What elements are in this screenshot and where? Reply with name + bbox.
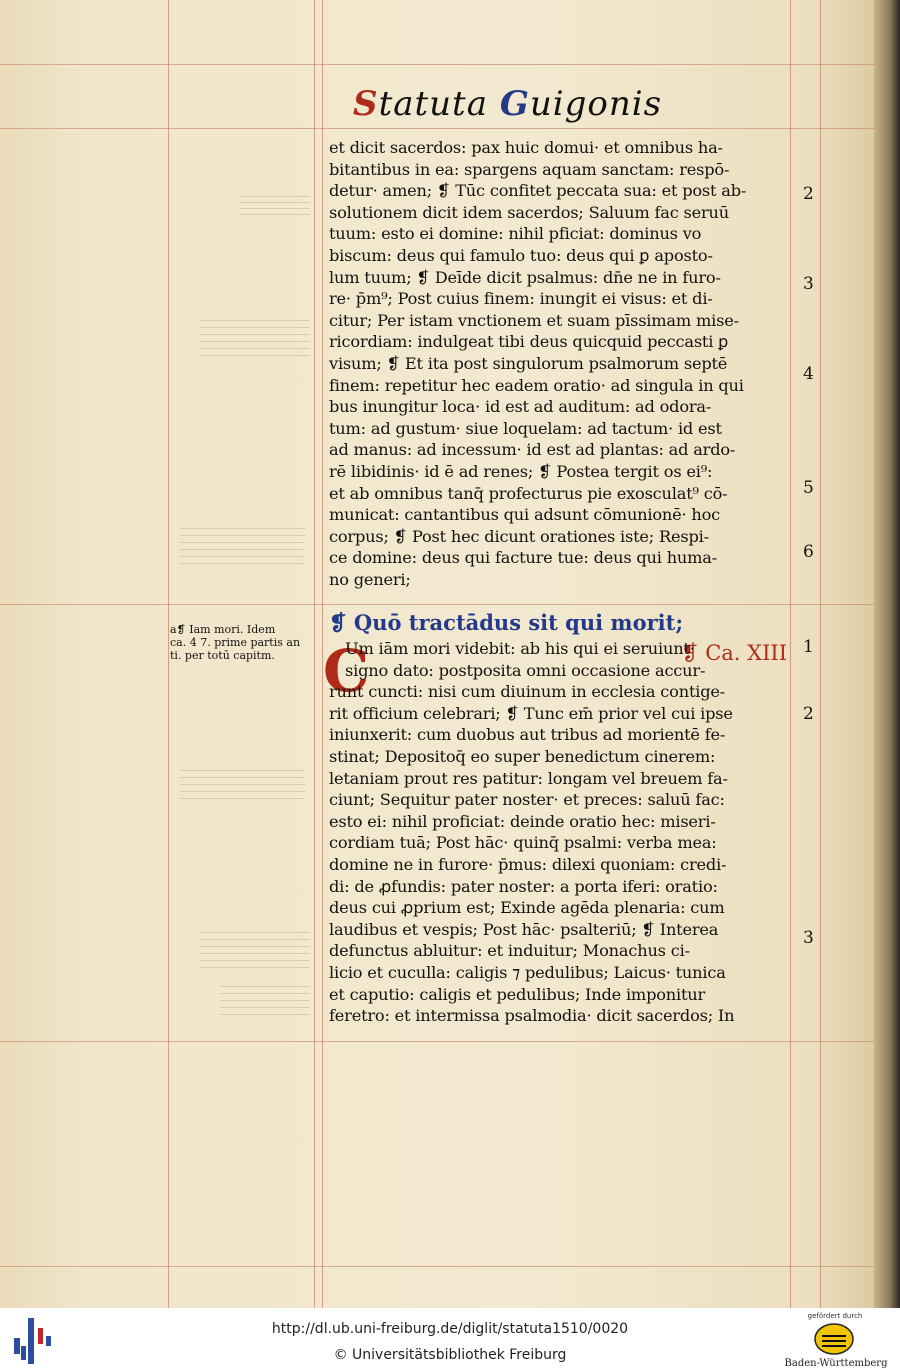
text-line: domine ne in furore· p̄mus: dilexi quoniam: credi- xyxy=(329,854,727,874)
text-line: solutionem dicit idem sacerdos; Saluum fac seruū xyxy=(329,202,729,222)
chapter-text xyxy=(329,638,787,1027)
rule-line xyxy=(0,64,884,65)
text-line: corpus; ❡ Post hec dicunt orationes iste; Respi- xyxy=(329,526,709,546)
rule-line xyxy=(0,604,884,605)
text-line: defunctus abluitur: et induitur; Monachus ci- xyxy=(329,941,690,961)
rule-line xyxy=(314,0,315,1308)
margin-note-line: ca. 4 7. prime partis an xyxy=(170,636,301,649)
page-edge xyxy=(874,0,900,1308)
rule-line xyxy=(168,0,169,1308)
text-line: ciunt; Sequitur pater noster· et preces: saluū fac: xyxy=(329,790,725,810)
bleed-through-mark xyxy=(200,320,310,360)
margin-number: 5 xyxy=(803,478,814,498)
text-line: biscum: deus qui famulo tuo: deus qui ꝑ aposto- xyxy=(329,245,713,265)
bleed-through-mark xyxy=(200,932,310,972)
sponsor-label: gefördert durch xyxy=(807,1312,863,1320)
text-line: feretro: et intermissa psalmodia· dicit sacerdos; In xyxy=(329,1006,735,1026)
rule-line xyxy=(0,128,884,129)
text-line: no generi; xyxy=(329,569,411,589)
state-crest-icon xyxy=(813,1322,855,1356)
text-line: iniunxerit: cum duobus aut tribus ad morientē fe- xyxy=(329,725,726,745)
text-line: tuum: esto ei domine: nihil pficiat: dominus vo xyxy=(329,224,702,244)
text-line: ricordiam: indulgeat tibi deus quicquid peccasti ꝑ xyxy=(329,332,729,352)
rule-line xyxy=(0,1041,884,1042)
text-line: municat: cantantibus qui adsunt cōmunionē· hoc xyxy=(329,505,721,525)
text-line: cordiam tuā; Post hāc· quinq̄ psalmi: verba mea: xyxy=(329,833,717,853)
text-line: lum tuum; ❡ Deīde dicit psalmus: dn̄e ne in furo- xyxy=(329,267,721,287)
text-line: laudibus et vespis; Post hāc· psalteriū; ❡ Interea xyxy=(329,919,719,939)
text-line: ad manus: ad incessum· id est ad plantas: ad ardo- xyxy=(329,440,736,460)
text-line: et ab omnibus tanq̄ profecturus pie exosculat⁹ cō- xyxy=(329,483,728,503)
margin-note-line: ti. per totū capitm. xyxy=(170,649,275,662)
text-line: re· p̄m⁹; Post cuius finem: inungit ei visus: et di- xyxy=(329,289,713,309)
rule-line xyxy=(0,1266,884,1267)
body-text xyxy=(329,137,787,590)
bleed-through-mark xyxy=(220,986,310,1016)
sponsor-name: Baden-Württemberg xyxy=(784,1358,888,1369)
bleed-through-mark xyxy=(240,196,310,220)
text-line: visum; ❡ Et ita post singulorum psalmorum septē xyxy=(329,353,728,373)
copyright-text: © Universitätsbibliothek Freiburg xyxy=(333,1347,567,1363)
text-line: detur· amen; ❡ Tūc confitet peccata sua: et post ab- xyxy=(329,181,747,201)
text-line: bus inungitur loca· id est ad auditum: ad odora- xyxy=(329,397,712,417)
text-line: deus cui ꝓprium est; Exinde agēda plenaria: cum xyxy=(329,898,725,918)
rule-line xyxy=(790,0,791,1308)
margin-number: 3 xyxy=(803,928,814,948)
text-line: esto ei: nihil proficiat: deinde oratio hec: miseri- xyxy=(329,811,716,831)
text-line: runt cuncti: nisi cum diuinum in ecclesia contige- xyxy=(329,682,726,702)
text-line: di: de ꝓfundis: pater noster: a porta iferi: oratio: xyxy=(329,876,718,896)
header-word-1: tatuta xyxy=(378,84,488,124)
margin-note xyxy=(170,623,312,662)
text-line: signo dato: postposita omni occasione accur- xyxy=(345,660,706,680)
permalink-url[interactable]: http://dl.ub.uni-freiburg.de/diglit/statuta1510/0020 xyxy=(271,1321,629,1337)
margin-note-line: a❡ Iam mori. Idem xyxy=(170,623,276,636)
margin-number: 3 xyxy=(803,274,814,294)
chapter-number: ❡ Ca. XIII xyxy=(680,641,787,665)
text-line: licio et cuculla: caligis ⁊ pedulibus; Laicus· tunica xyxy=(329,962,726,982)
text-line: citur; Per istam vnctionem et suam pīssimam mise- xyxy=(329,310,739,330)
margin-number: 1 xyxy=(803,637,814,657)
chapter-title: ❡ Quō tractādus sit qui morit; xyxy=(329,610,684,635)
text-line: rit officium celebrari; ❡ Tunc em̄ prior vel cui ipse xyxy=(329,703,733,723)
text-line: et caputio: caligis et pedulibus; Inde imponitur xyxy=(329,984,706,1004)
header-word-2: uigonis xyxy=(529,84,663,124)
text-line: bitantibus in ea: spargens aquam sanctam: respō- xyxy=(329,159,730,179)
bleed-through-mark xyxy=(180,770,305,800)
running-header xyxy=(353,84,662,124)
margin-number: 2 xyxy=(803,704,814,724)
text-line: letaniam prout res patitur: longam vel breuem fa- xyxy=(329,768,728,788)
rule-line xyxy=(820,0,821,1308)
header-initial-red: S xyxy=(353,84,379,124)
text-line: stinat; Depositoq̄ eo super benedictum cinerem: xyxy=(329,746,716,766)
text-line: ce domine: deus qui facture tue: deus qui huma- xyxy=(329,548,718,568)
margin-number: 6 xyxy=(803,542,814,562)
margin-number: 2 xyxy=(803,184,814,204)
header-initial-blue: G xyxy=(499,84,530,124)
text-line: Um iām mori videbit: ab his qui ei seruiunt· xyxy=(345,639,695,658)
decorated-initial: C xyxy=(323,637,370,705)
text-line: et dicit sacerdos: pax huic domui· et omnibus ha- xyxy=(329,138,723,157)
margin-number: 4 xyxy=(803,364,814,384)
text-line: finem: repetitur hec eadem oratio· ad singula in qui xyxy=(329,375,744,395)
text-line: rē libidinis· id ē ad renes; ❡ Postea tergit os ei⁹: xyxy=(329,461,713,481)
bleed-through-mark xyxy=(180,528,305,568)
text-line: tum: ad gustum· siue loquelam: ad tactum· id est xyxy=(329,418,722,438)
